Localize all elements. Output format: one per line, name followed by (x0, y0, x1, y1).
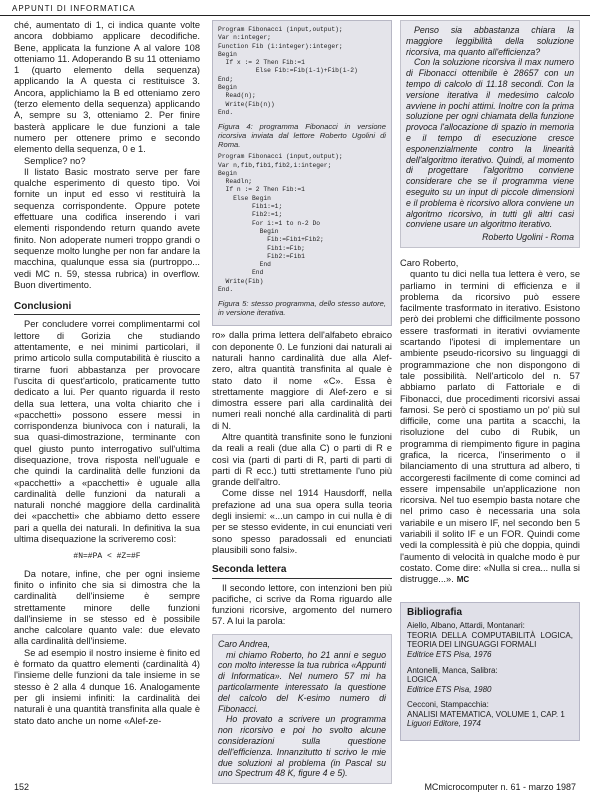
paragraph: Altre quantità transfinite sono le funzioni da reali a reali (due alla C) o parti di R e così via (parti di parti di R, parti di parti di parti di R ecc.) tutti strettamente l'uno più grande dell'altro. (212, 431, 392, 488)
entry-title: ANALISI MATEMATICA, VOLUME 1, CAP. 1 (407, 709, 565, 719)
bibliography-title: Bibliografia (407, 606, 463, 618)
entry-authors: Antonelli, Manca, Salibra: (407, 665, 498, 675)
column-middle (212, 20, 392, 784)
section-header: APPUNTI DI INFORMATICA (12, 4, 136, 13)
reply-text: quanto tu dici nella tua lettera è vero, se parliamo in termini di efficienza e il problema da ricorsivo può essere facilmente trasformato in iterativo. Esistono però dei problemi che difficilmente possono essere trasformati in iterativi ovviamente scartando l'ipotesi di implementare un ambiente pseudo-ricorsivo su linguaggi di programmazione che non dispongono di tale possibilità. Nell'articolo del n. 57 abbiamo parlato di Fattoriale e di Fibonacci, due procedimenti ricorsivi assai famosi. Se però ci spostiamo un po' più sul difficile, come una partita a scacchi, la risoluzione del cubo di Rubik, un programma di riempimento figure in pagina grafica, la ricerca, l'inserimento o il bilanciamento di una struttura ad albero, ti accorgeresti facilmente di come cominci ad essere impensabile un'applicazione non ricorsiva. Nel tuo esempio basta notare che nel primo caso è necessaria una sola variabile e un misero IF, nel secondo ben 5 variabili il solito IF e un FOR. Quindi come vedi la complessità è più che doppia, quindi l'aumento di velocità in qualche modo è pur costato. Come dire: «Nulla si crea... nulla si distrugge...». (400, 269, 580, 585)
bibliography-entry (407, 700, 573, 729)
paragraph (400, 269, 580, 585)
bibliography-entry (407, 666, 573, 695)
section-title-seconda-lettera: Seconda lettera (212, 564, 392, 578)
magazine-issue: MCmicrocomputer n. 61 - marzo 1987 (424, 782, 576, 792)
page-number: 152 (14, 782, 30, 792)
column-left (14, 20, 200, 727)
paragraph: Semplice? no? (24, 155, 86, 166)
section-title-conclusioni: Conclusioni (14, 301, 200, 315)
reader-letter-continued (400, 20, 580, 248)
entry-authors: Aiello, Albano, Attardi, Montanari: (407, 621, 525, 631)
letter-paragraph: Con la soluzione ricorsiva il max numero di Fibonacci ottenibile è 28657 con un tempo di calcolo di 11.18 secondi. Con la versione iterativa il medesimo calcolo avviene in pochi attimi. Inoltre con la prima soluzione per ogni chiamata della funzione provoca l'allocazione di spazio in memoria e il tempo di esecuzione cresce esponenzialmente contro la linearità dell'algoritmo iterativo. Quindi, al momento di progettare l'algoritmo conviene considerare che se il programma viene eseguito su un input di piccole dimensioni e il problema è ricorsivo allora conviene un algoritmo ricorsivo, in tutti gli altri casi conviene usare un algoritmo iterativo. (406, 57, 574, 230)
entry-authors: Cecconi, Stampacchia: (407, 700, 489, 710)
letter-greeting: Caro Andrea, (218, 638, 270, 649)
header-rule (0, 15, 590, 16)
bibliography-box (400, 602, 580, 742)
entry-publisher: Liguori Editore, 1974 (407, 719, 481, 729)
entry-publisher: Editrice ETS Pisa, 1980 (407, 684, 492, 694)
end-mark: MC (456, 575, 470, 585)
letter-signature: Roberto Ugolini - Roma (482, 232, 574, 243)
paragraph: Il secondo lettore, con intenzioni ben più pacifiche, ci scrive da Roma riguardo alle funzioni ricorsive, argomento del numero 57. A lui la parola: (212, 582, 392, 627)
entry-title: TEORIA DELLA COMPUTABILITÀ LOGICA, TEORIA DEI LINGUAGGI FORMALI (407, 630, 573, 650)
figure-5-code: Program Fibonacci (input,output); Var n,fib,fib1,fib2,i:integer; Begin Readln; If n := 2 Then Fib:=1 Else Begin Fib1:=1; Fib2:=1; For i:=1 to n-2 Do Begin Fib:=Fib1+Fib2; Fib1:=Fib; Fib2:=Fib1 End End Write(Fib) End. (218, 153, 343, 294)
letter-paragraph: mi chiamo Roberto, ho 21 anni e seguo con molto interesse la tua rubrica «Appunti di Informatica». Nel numero 57 mi ha particolarmente interessato la questione del calcolo del K-esimo numero di Fibonacci. (218, 649, 386, 714)
bibliography-entry (407, 621, 573, 659)
formula: #N=#PA < #Z=#F (73, 552, 141, 562)
figure-5-caption: Figura 5: stesso programma, dello stesso autore, in versione iterativa. (218, 299, 386, 318)
letter-paragraph: Penso sia abbastanza chiara la maggiore leggibilità della soluzione ricorsiva, ma quanto all'efficienza? (406, 25, 574, 57)
paragraph: ro» dalla prima lettera dell'alfabeto ebraico con deponente 0. Le funzioni dai naturali ai naturali hanno cardinalità due alla Alef-zero, altra quantità transfinita al quale è stato dato il nome «C». Essa è strettamente maggiore di Alef-zero e si dimostra essere pari alla cardinalità dei numeri reali nonché alla cardinalità di parti di N. (212, 330, 392, 431)
reader-letter (212, 634, 392, 784)
paragraph: Da notare, infine, che per ogni insieme finito o infinito che sia si dimostra che la cardinalità dell'insieme è sempre strettamente minore delle funzioni dall'insieme in se stesso ed è possibile anche calcolare quanto vale: due elevato alla cardinalità dell'insieme. (14, 568, 200, 647)
page-footer (14, 782, 576, 792)
figure-panel (212, 20, 392, 326)
column-right (400, 20, 580, 741)
figure-4-caption: Figura 4: programma Fibonacci in versione ricorsiva inviata dal lettore Roberto Ugolini di Roma. (218, 122, 386, 150)
paragraph: Se ad esempio il nostro insieme è finito ed è formato da quattro elementi (cardinalità 4) l'insieme delle funzioni da tale insieme in se stesso è 2 alla 4 dunque 16. Analogamente per gli insiemi infiniti: la cardinalità dei naturali è una quantità transfinita alla quale è stato dato anche un nome «Alef-ze- (14, 647, 200, 726)
paragraph: Come disse nel 1914 Hausdorff, nella prefazione ad una sua opera sulla teoria degli insiemi: «...un campo in cui nulla è di per se stesso evidente, in cui enunciati veri sono spesso paradossali ed enunciati plausibili sono falsi». (212, 488, 392, 555)
letter-paragraph: Ho provato a scrivere un programma non ricorsivo e poi ho svolto alcune considerazioni sulla questione dell'efficienza. Innanzitutto ti scrivo le mie due soluzioni al problema (in Pascal su uno Spectrum 48 K, figure 4 e 5). (218, 714, 386, 779)
figure-4-code: Program Fibonacci (input,output); Var n:integer; Function Fib (i:integer):integer; Begin If x := 2 Then Fib:=1 Else Fib:=Fib(i-1)+Fib(i-2) End; Begin Read(n); Write(Fib(n)) End. (218, 26, 358, 116)
entry-publisher: Editrice ETS Pisa, 1976 (407, 649, 492, 659)
entry-title: LOGICA (407, 675, 438, 685)
paragraph: ché, aumentato di 1, ci indica quante volte ancora dobbiamo applicare decodifiche. Bene, applicata la funzione A al valore 108 otteniamo 11. Adoperando B su 11 otteniamo 1 (quarto elemento della sequenza) applicando la A questa ci restituisce 3. Ancora, applichiamo la B ed otteniamo zero (terzo elemento della sequenza) applicando A, sempre su 3, otteniamo 2. Per finire basterà applicare le due funzioni a tale numero per ottenere primo e secondo elemento della sequenza, 0 e 1. (14, 20, 200, 155)
paragraph: Per concludere vorrei complimentarmi col lettore di Gorizia che studiando attentamente, e nei minimi particolari, il primo articolo sulla computabilità è riuscito a tirarne fuori abbastanza per provocare l'uscita di quest'articolo, praticamente tutto dedicato a lui. Per quanto riguarda il resto della sua lettera, una volta chiarito che i «pacchetti» possono essere messi in corrispondenza biunivoca con i naturali, la sua quasi-dimostrazione, terminante con quel giusto punto interrogativo sull'ultima disequazione, trova risposta nell'uguale e che quindi la cardinalità delle funzioni da «pacchetti» a «pacchetti» è uguale alla cardinalità delle funzioni da naturali a naturali nonché maggiore della cardinalità dei «pacchetti» che abbiamo detto essere pari a quella dei naturali. In definitiva la sua ultima disequazione la scriveremo così: (14, 319, 200, 545)
paragraph: Il listato Basic mostrato serve per fare qualche esperimento di questo tipo. Voi fornite un input ed esso vi restituirà la sequenza corrispondente. Oppure potete effettuare una codifica inserendo i vari elementi rispondendo return quando avete finito. Non adoperate numeri troppo grandi o sequenze molto lunghe per non far andare la macchina, qualunque essa sia (purtroppo... vedi MC n. 59, stessa rubrica) in overflow. Buon divertimento. (14, 166, 200, 290)
reply-greeting: Caro Roberto, (400, 257, 459, 268)
